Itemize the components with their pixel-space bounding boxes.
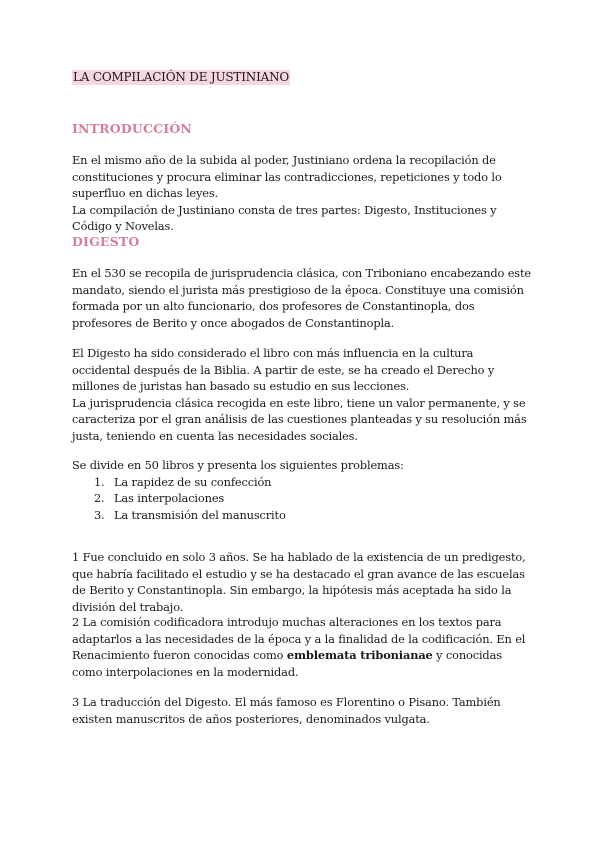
digesto-paragraph-3: La jurisprudencia clásica recogida en este libro, tiene un valor permanente, y se caracteriza por el gran análisis de las cuestiones planteadas y su resolución más justa, teniendo en cuenta las necesidades sociales. <box>72 395 527 443</box>
document-title: LA COMPILACIÓN DE JUSTINIANO <box>73 70 290 84</box>
digesto-problems-block <box>72 457 532 523</box>
note-2-text-after: y conocidas como interpolaciones en la modernidad. <box>72 648 502 679</box>
problems-list <box>72 474 532 524</box>
note-2-bold-term: emblemata tribonianae <box>286 648 433 662</box>
digesto-paragraph-2: El Digesto ha sido considerado el libro con más influencia en la cultura occidental después de la Biblia. A partir de este, se ha creado el Derecho y millones de juristas han basado su estudio en sus lecciones. <box>72 346 495 393</box>
note-3: 3 La traducción del Digesto. El más famoso es Florentino o Pisano. También existen manuscritos de años posteriores, denominados vulgata. <box>72 695 501 726</box>
digesto-block-2 <box>72 345 532 444</box>
intro-paragraph-2: La compilación de Justiniano consta de tres partes: Digesto, Instituciones y Código y Novelas. <box>72 202 497 233</box>
note-2-text-before: 2 La comisión codificadora introdujo muchas alteraciones en los textos para adaptarlos a las necesidades de la época y a la finalidad de la codificación. En el Renacimiento fueron conocidas como <box>72 615 526 662</box>
note-1: 1 Fue concluido en solo 3 años. Se ha hablado de la existencia de un predigesto, que habría facilitado el estudio y se ha destacado el gran avance de las escuelas de Berito y Constantinopla. Sin embargo, la hipótesis más aceptada ha sido la división del trabajo. <box>72 550 526 614</box>
list-item: 1. La rapidez de su confección <box>108 474 532 491</box>
digesto-paragraph-4: Se divide en 50 libros y presenta los siguientes problemas: <box>72 458 404 472</box>
list-item: 2. Las interpolaciones <box>108 490 532 507</box>
list-item: 3. La transmisión del manuscrito <box>108 507 532 524</box>
heading-digesto: DIGESTO <box>72 234 140 249</box>
intro-block <box>72 152 532 235</box>
digesto-paragraph-1: En el 530 se recopila de jurisprudencia clásica, con Triboniano encabezando este mandato, siendo el jurista más prestigioso de la época. Constituye una comisión formada por un alto funcionario, dos profesores de Constantinopla, dos profesores de Berito y once abogados de Constantinopla. <box>72 266 531 330</box>
note-2 <box>72 614 532 680</box>
intro-paragraph-1: En el mismo año de la subida al poder, Justiniano ordena la recopilación de constituciones y procura eliminar las contradicciones, repeticiones y todo lo superfluo en dichas leyes. <box>72 153 502 200</box>
heading-introduccion: INTRODUCCIÓN <box>72 121 193 136</box>
